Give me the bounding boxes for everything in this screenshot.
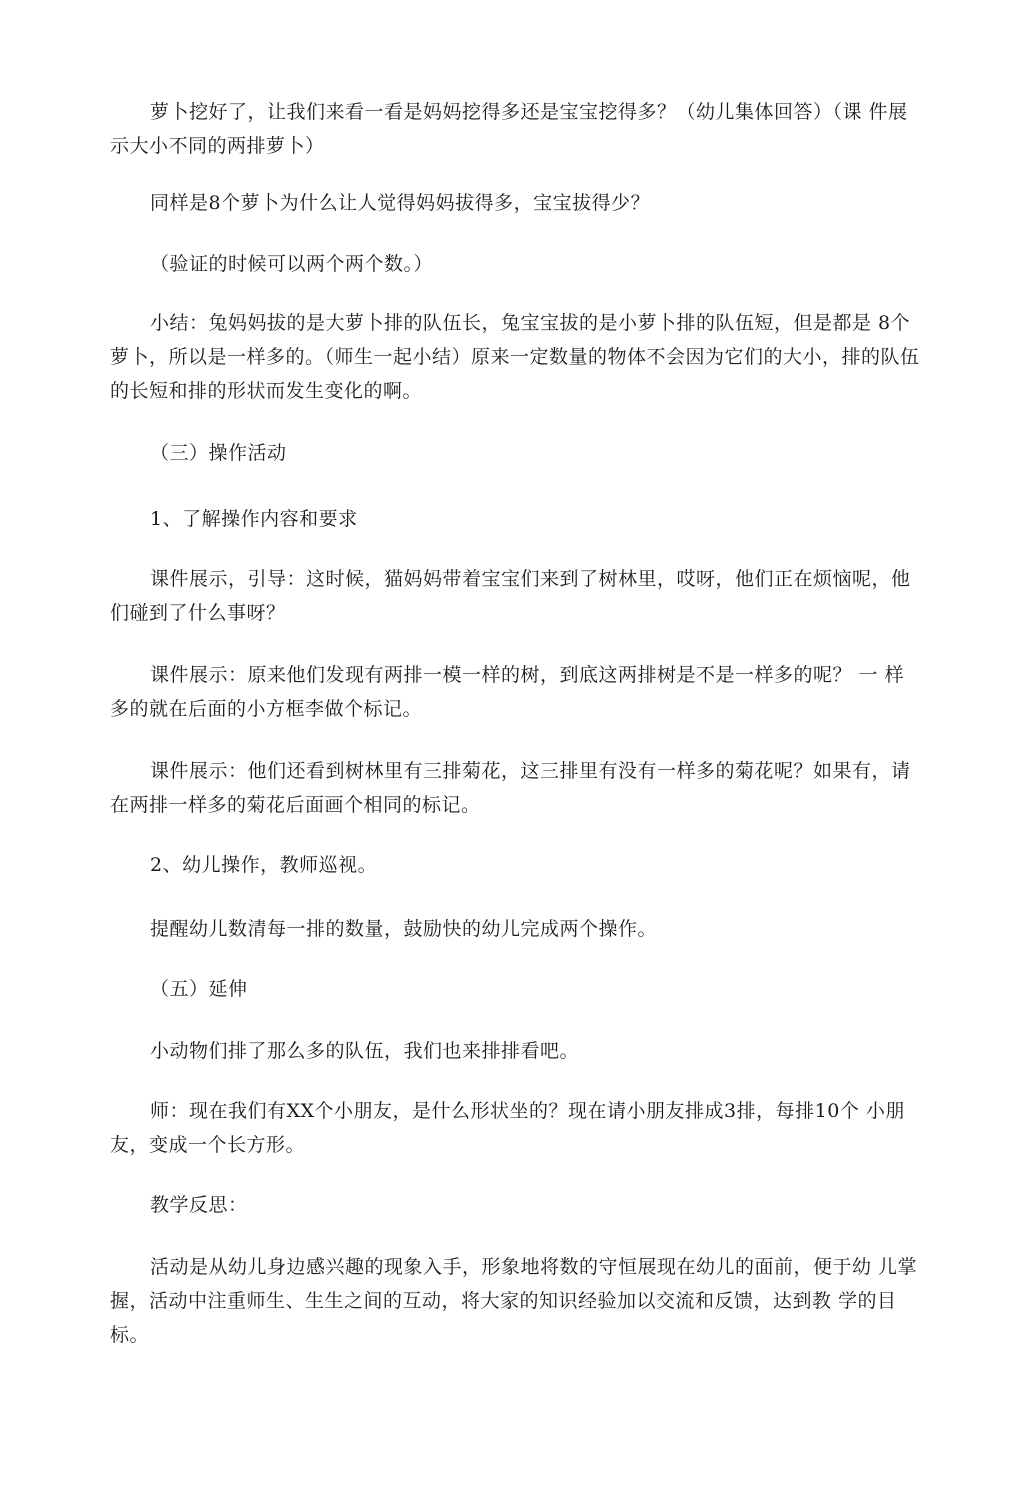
text-line: 师：现在我们有XX个小朋友，是什么形状坐的？现在请小朋友排成3排，每排10个 小朋 [150, 1100, 905, 1122]
paragraph-3 [110, 247, 920, 281]
paragraph-13 [110, 1034, 920, 1068]
section-heading-3 [110, 436, 920, 470]
text-line: 在两排一样多的菊花后面画个相同的标记。 [110, 794, 481, 816]
paragraph-2 [110, 186, 920, 220]
paragraph-14 [110, 1094, 920, 1162]
text-line: 课件展示，引导：这时候，猫妈妈带着宝宝们来到了树林里，哎呀，他们正在烦恼呢，他 [150, 568, 911, 590]
text-line: 活动是从幼儿身边感兴趣的现象入手，形象地将数的守恒展现在幼儿的面前，便于幼 儿掌 [150, 1256, 918, 1278]
text-line: 2、幼儿操作，教师巡视。 [150, 854, 378, 876]
paragraph-7 [110, 562, 920, 630]
text-line: （三）操作活动 [150, 442, 287, 464]
section-heading-5 [110, 972, 920, 1006]
paragraph-11 [110, 912, 920, 946]
text-line: 握，活动中注重师生、生生之间的互动，将大家的知识经验加以交流和反馈，达到教 学的目 [110, 1290, 897, 1312]
text-line: （验证的时候可以两个两个数。） [150, 253, 434, 275]
text-line: 课件展示：他们还看到树林里有三排菊花，这三排里有没有一样多的菊花呢？如果有，请 [150, 760, 911, 782]
paragraph-15 [110, 1188, 920, 1222]
text-line: 同样是8个萝卜为什么让人觉得妈妈拔得多，宝宝拔得少？ [150, 192, 651, 214]
text-line: 课件展示：原来他们发现有两排一模一样的树，到底这两排树是不是一样多的呢？ 一 样 [150, 664, 905, 686]
text-line: 小结：兔妈妈拔的是大萝卜排的队伍长，兔宝宝拔的是小萝卜排的队伍短，但是都是 8个 [150, 312, 911, 334]
text-line: 萝卜挖好了，让我们来看一看是妈妈挖得多还是宝宝挖得多？（幼儿集体回答）（课 件展 [150, 101, 908, 123]
text-line: 小动物们排了那么多的队伍，我们也来排排看吧。 [150, 1040, 580, 1062]
paragraph-6 [110, 502, 920, 536]
text-line: 们碰到了什么事呀？ [110, 602, 286, 624]
paragraph-10 [110, 848, 920, 882]
paragraph-16 [110, 1250, 920, 1352]
text-line: 提醒幼儿数清每一排的数量，鼓励快的幼儿完成两个操作。 [150, 918, 658, 940]
paragraph-9 [110, 754, 920, 822]
paragraph-1 [110, 95, 920, 163]
text-line: 教学反思： [150, 1194, 248, 1216]
text-line: 友，变成一个长方形。 [110, 1134, 306, 1156]
paragraph-8 [110, 658, 920, 726]
text-line: 1、了解操作内容和要求 [150, 508, 358, 530]
text-line: 标。 [110, 1324, 150, 1346]
text-line: 示大小不同的两排萝卜） [110, 135, 325, 157]
text-line: 萝卜，所以是一样多的。（师生一起小结）原来一定数量的物体不会因为它们的大小，排的队伍 [110, 346, 920, 368]
paragraph-4 [110, 306, 920, 408]
text-line: （五）延伸 [150, 978, 248, 1000]
text-line: 多的就在后面的小方框李做个标记。 [110, 698, 423, 720]
text-line: 的长短和排的形状而发生变化的啊。 [110, 380, 423, 402]
